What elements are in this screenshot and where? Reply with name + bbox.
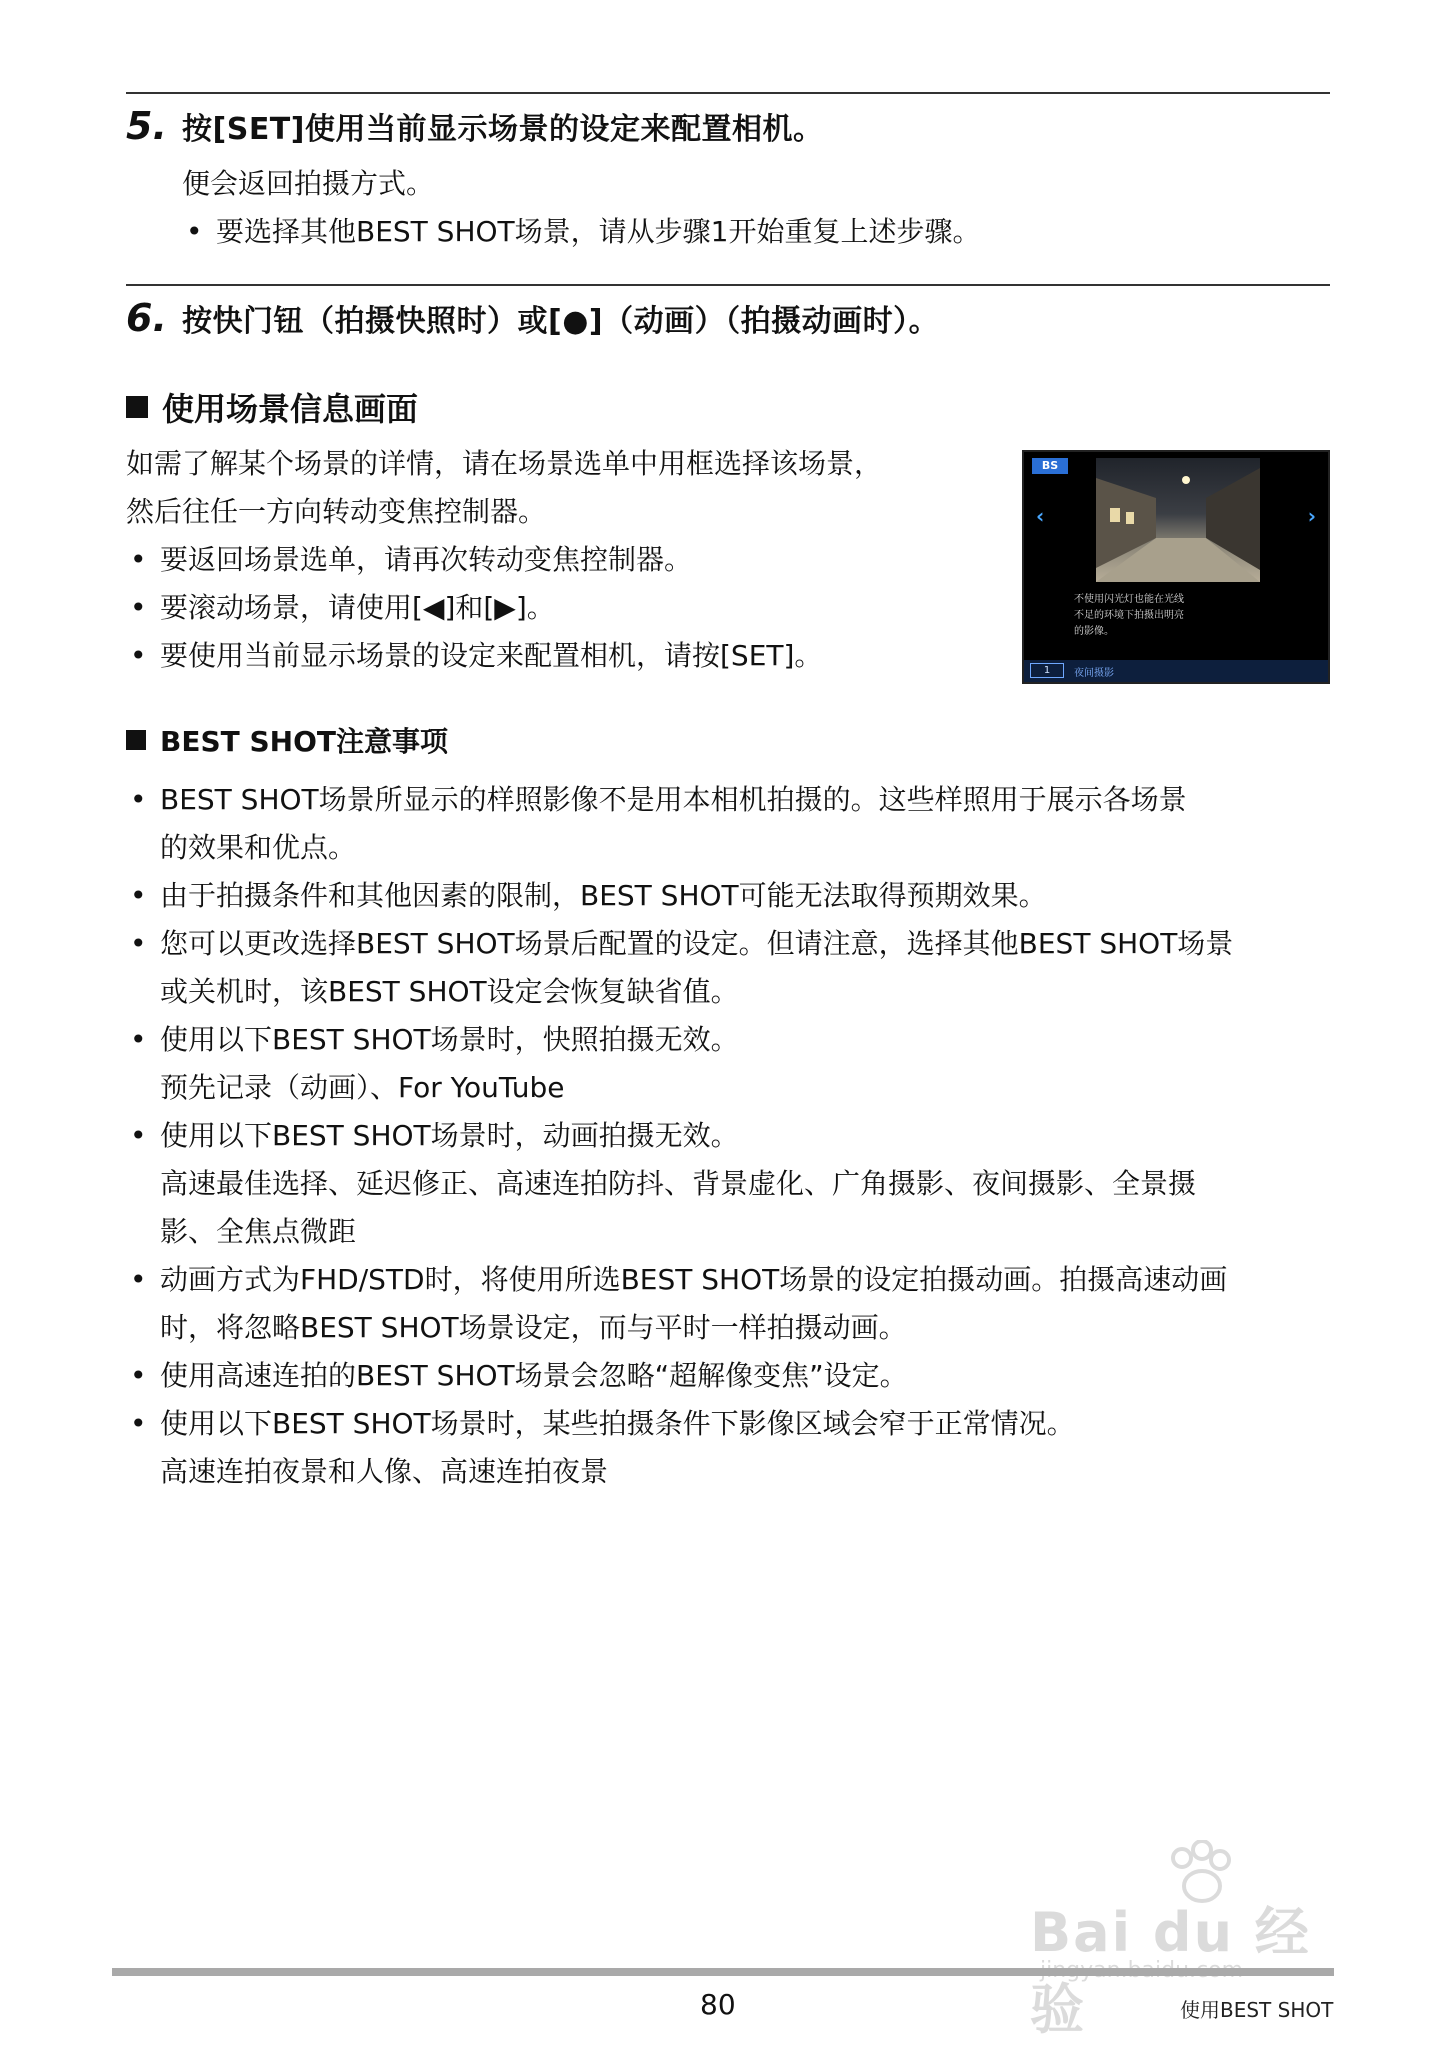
bullet-text: 要滚动场景，请使用[◀]和[▶]。: [160, 591, 555, 624]
step-5-bullet: [182, 208, 980, 256]
step-number: 6.: [126, 296, 167, 340]
bullet-text: 动画方式为FHD/STD时，将使用所选BEST SHOT场景的设定拍摄动画。拍摄高速动画 时，将忽略BEST SHOT场景设定，而与平时一样拍摄动画。: [160, 1263, 1228, 1344]
section-title: 使用场景信息画面: [162, 390, 419, 428]
step-title: 按快门钮（拍摄快照时）或[●]（动画）（拍摄动画时）。: [182, 304, 940, 339]
bullet-dot: •: [130, 783, 147, 816]
bullet-text: 使用以下BEST SHOT场景时，快照拍摄无效。 预先记录（动画）、For YouTube: [160, 1023, 739, 1104]
bullet-text: 使用高速连拍的BEST SHOT场景会忽略“超解像变焦”设定。: [160, 1359, 908, 1392]
night-scene-photo: [1096, 458, 1260, 582]
bullet-text: 您可以更改选择BEST SHOT场景后配置的设定。但请注意，选择其他BEST SHOT场景 或关机时，该BEST SHOT设定会恢复缺省值。: [160, 927, 1234, 1008]
bullet-dot: •: [130, 1359, 147, 1392]
bullet-text: BEST SHOT场景所显示的样照影像不是用本相机拍摄的。这些样照用于展示各场景 的效果和优点。: [160, 783, 1187, 864]
section-intro-line-2: 然后往任一方向转动变焦控制器。: [126, 495, 547, 528]
scene-description: 不使用闪光灯也能在光线 不足的环境下拍摄出明亮 的影像。: [1074, 594, 1184, 637]
list-item: [126, 872, 1047, 920]
bullet-text: 使用以下BEST SHOT场景时，某些拍摄条件下影像区域会窄于正常情况。 高速连拍夜景和人像、高速连拍夜景: [160, 1407, 1075, 1488]
footer-section-title: 使用BEST SHOT: [1180, 1998, 1334, 2022]
square-bullet-icon: [126, 730, 146, 750]
bullet-dot: •: [186, 215, 203, 248]
bullet-dot: •: [130, 1407, 147, 1440]
bullet-dot: •: [130, 639, 147, 672]
step-title: 按[SET]使用当前显示场景的设定来配置相机。: [182, 112, 824, 147]
list-item: [126, 920, 1233, 1016]
step-5-text: 便会返回拍摄方式。: [182, 167, 435, 200]
scroll-right-icon: ›: [1307, 504, 1316, 528]
camera-screen-illustration: [1022, 450, 1330, 684]
step-divider: [126, 284, 1330, 286]
night-street-image: [1096, 458, 1260, 582]
scroll-left-icon: ‹: [1036, 504, 1045, 528]
square-bullet-icon: [126, 396, 148, 418]
scene-number: 1: [1030, 663, 1064, 678]
page-number: 80: [700, 1988, 736, 2021]
bullet-dot: •: [130, 927, 147, 960]
step-6: [126, 296, 939, 340]
bullet-text: 要使用当前显示场景的设定来配置相机，请按[SET]。: [160, 639, 823, 672]
list-item: [126, 776, 1187, 872]
scene-name: 夜间摄影: [1074, 668, 1114, 679]
list-item: [126, 1256, 1227, 1352]
top-divider: [126, 92, 1330, 94]
step-number: 5.: [126, 104, 167, 148]
list-item: [126, 584, 555, 632]
list-item: [126, 1400, 1075, 1496]
section-heading-scene-info: [126, 384, 418, 430]
bullet-dot: •: [130, 591, 147, 624]
list-item: [126, 632, 822, 680]
bullet-text: 由于拍摄条件和其他因素的限制，BEST SHOT可能无法取得预期效果。: [160, 879, 1047, 912]
footer-rule: [112, 1968, 1334, 1976]
bullet-dot: •: [130, 543, 147, 576]
bullet-dot: •: [130, 879, 147, 912]
list-item: [126, 1112, 1196, 1256]
section-intro-line-1: 如需了解某个场景的详情，请在场景选单中用框选择该场景，: [126, 447, 883, 480]
bullet-text: 要返回场景选单，请再次转动变焦控制器。: [160, 543, 693, 576]
bullet-dot: •: [130, 1023, 147, 1056]
list-item: [126, 1016, 739, 1112]
screen-footer: [1024, 660, 1328, 682]
section-title: BEST SHOT注意事项: [160, 725, 448, 758]
list-item: [126, 1352, 908, 1400]
bullet-text: 使用以下BEST SHOT场景时，动画拍摄无效。 高速最佳选择、延迟修正、高速连拍防抖、背景虚化、广角摄影、夜间摄影、全景摄 影、全焦点微距: [160, 1119, 1197, 1248]
bullet-dot: •: [130, 1119, 147, 1152]
watermark-brand: Bai du 经验: [1030, 1901, 1311, 2041]
bullet-dot: •: [130, 1263, 147, 1296]
step-5: [126, 104, 824, 148]
section-heading-notes: [126, 720, 448, 760]
list-item: [126, 536, 692, 584]
bullet-text: 要选择其他BEST SHOT场景，请从步骤1开始重复上述步骤。: [216, 215, 981, 248]
bs-badge: BS: [1032, 458, 1068, 474]
